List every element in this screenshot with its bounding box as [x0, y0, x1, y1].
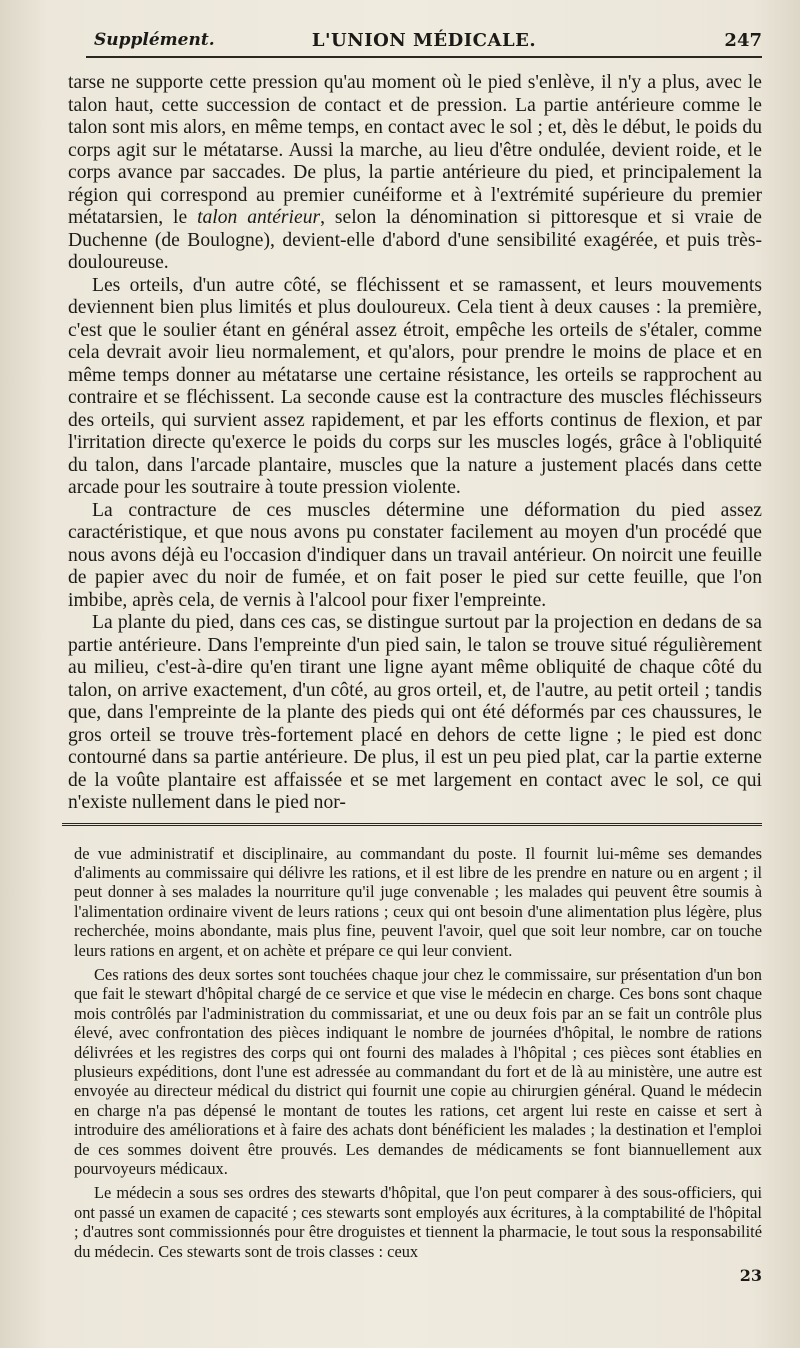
header-supplement: Supplément.: [94, 30, 215, 50]
note-paragraph: Ces rations des deux sortes sont touchées chaque jour chez le commissaire, sur présentation d'un bon que fait le stewart d'hôpital chargé de ce service et que vise le médecin en charge. Ces bons sont chaque mois contrôlés par l'administration du commissariat, et une ou deux fois par an se fait un contrôle plus élevé, avec confrontation des pièces indiquant le nombre de journées d'hôpital, le nombre de rations délivrées et les registres des corps qui ont fourni des malades à l'hôpital ; ces pièces sont établies en plusieurs expéditions, dont l'une est adressée au commandant du fort et de là au ministère, une autre est envoyée au directeur médical du district qui fournit une copie au chirurgien général. Quand le médecin en charge n'a pas dépensé le montant de toutes les rations, cet argent lui reste en caisse et sert à introduire des améliorations et à faire des achats dont bénéficient les malades ; la destination et l'emploi de ces sommes doivent être prouvés. Les demandes de médicaments se font biannuellement aux pourvoyeurs médicaux.: [74, 964, 762, 1178]
note-paragraph: Le médecin a sous ses ordres des stewarts d'hôpital, que l'on peut comparer à des sous-officiers, qui ont passé un examen de capacité ; ces stewarts sont employés aux écritures, à la comptabilité de l'hôpital ; d'autres sont commissionnés pour être droguistes et tiennent la pharmacie, le tout sous la responsabilité du médecin. Ces stewarts sont de trois classes : ceux: [74, 1183, 762, 1261]
paragraph: La contracture de ces muscles détermine une déformation du pied assez caractéristique, et que nous avons pu constater facilement au moyen d'un procédé que nous avons déjà eu l'occasion d'indiquer dans un travail antérieur. On noircit une feuille de papier avec du noir de fumée, et on fait poser le pied sur cette feuille, que l'on imbibe, après cela, de vernis à l'alcool pour fixer l'empreinte.: [68, 499, 762, 611]
paragraph: tarse ne supporte cette pression qu'au moment où le pied s'enlève, il n'y a plus, avec le talon haut, cette succession de contact et de pression. La partie antérieure comme le talon sont mis alors, en même temps, en contact avec le sol ; et, dès le début, le poids du corps agit sur le métatarse. Aussi la marche, au lieu d'être ondulée, devient roide, et le corps avance par saccades. De plus, la partie antérieure du pied, et principalement la région qui correspond au premier cunéiforme et à l'extrémité supérieure du premier métatarsien, le talon antérieur, selon la dénomination si pittoresque et si vraie de Duchenne (de Boulogne), devient-elle d'abord d'une sensibilité exagérée, et puis très-douloureuse.: [68, 72, 762, 273]
running-header: [86, 26, 762, 58]
note-paragraph: de vue administratif et disciplinaire, au commandant du poste. Il fournit lui-même ses demandes d'aliments au commissaire qui délivre les rations, et il est libre de les prendre en nature ou en argent ; il peut donner à ses malades la nourriture qu'il juge convenable ; les malades qui peuvent être soumis à l'alimentation ordinaire vivent de leurs rations ; ceux qui ont besoin d'une alimentation plus légère, plus recherchée, moins abondante, mais plus fine, peuvent l'avoir, quel que soit leur nombre, car on touche leurs rations en argent, et on achète et prépare ce qui leur convient.: [74, 843, 762, 960]
paragraph: La plante du pied, dans ces cas, se distingue surtout par la projection en dedans de sa partie antérieure. Dans l'empreinte d'un pied sain, le talon se trouve situé régulièrement au milieu, c'est-à-dire qu'en tirant une ligne ayant même obliquité de chaque côté du talon, on arrive exactement, d'un côté, au gros orteil, et, de l'autre, au petit orteil ; tandis que, dans l'empreinte de la plante des pieds qui ont été déformés par ces chaussures, le gros orteil se trouve très-fortement placé en dehors de cette ligne ; le pied est donc contourné dans sa partie antérieure. De plus, il est un peu pied plat, car la partie externe de la voûte plantaire est affaissée et se met largement en contact avec le sol, ce qui n'existe nullement dans le pied nor-: [68, 612, 762, 813]
page-number: 247: [724, 30, 762, 51]
main-text: [68, 72, 762, 815]
folio-number: 23: [739, 1266, 762, 1286]
italic-term: talon antérieur: [197, 207, 321, 228]
paragraph: Les orteils, d'un autre côté, se fléchissent et se ramassent, et leurs mouvements deviennent bien plus limités et plus douloureux. Cela tient à deux causes : la première, c'est que le soulier étant en général assez étroit, empêche les orteils de s'étaler, comme cela devrait avoir lieu normalement, et qu'alors, pour prendre le moins de place et en même temps donner au métatarse une certaine résistance, les orteils se rapprochent au contraire et se fléchissent. La seconde cause est la contracture des muscles fléchisseurs des orteils, qui survient assez rapidement, et par les efforts continus de flexion, et par l'irritation directe qu'exerce le poids du corps sur les muscles logés, grâce à l'obliquité du talon, dans l'arcade plantaire, muscles que la nature a justement placés dans cette arcade pour les soutraire à toute pression violente.: [68, 274, 762, 498]
journal-title: L'UNION MÉDICALE.: [311, 30, 537, 51]
footnote-separator: [62, 823, 762, 826]
footnote-text: [74, 844, 762, 1262]
